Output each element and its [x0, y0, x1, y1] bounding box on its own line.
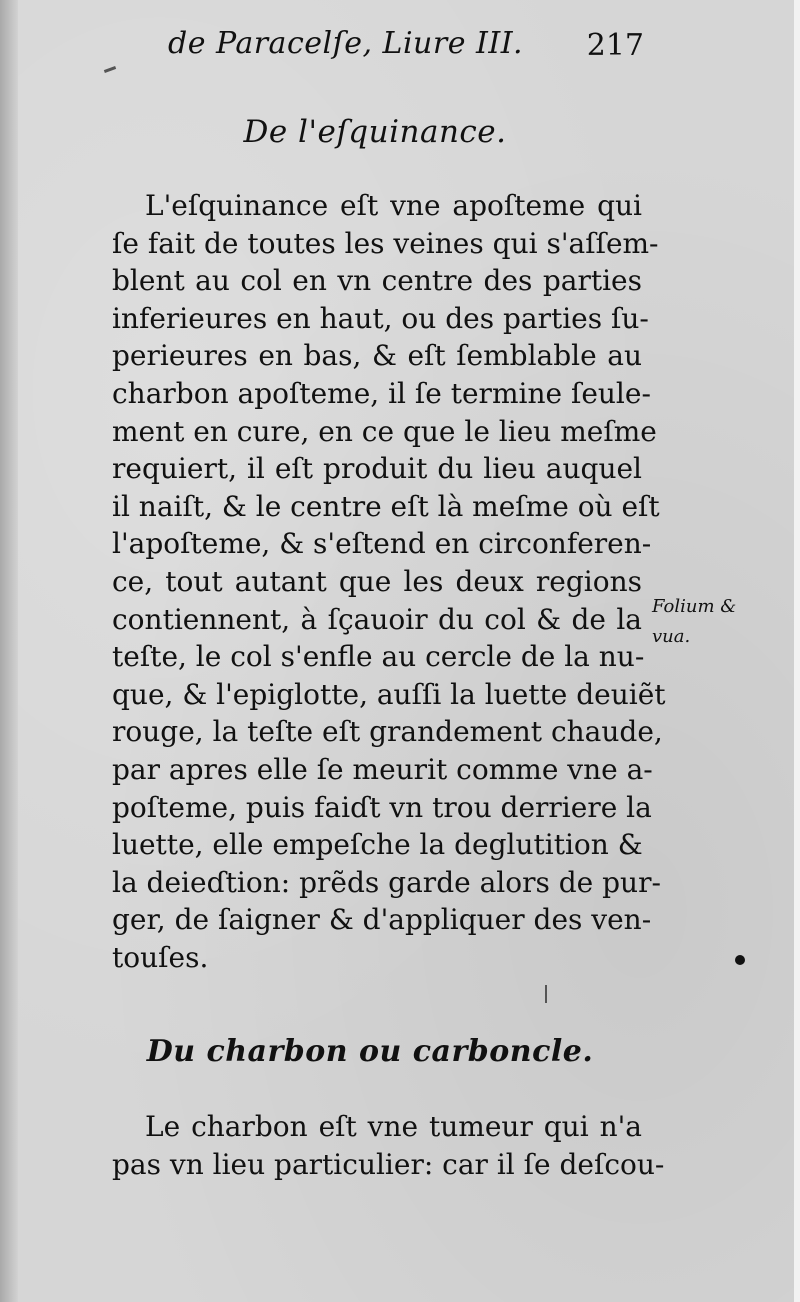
text-line: L'eſquinance eſt vne apoſteme qui — [145, 189, 642, 222]
text-line: la deieɗtion: prẽds garde alors de pur- — [112, 865, 661, 899]
text-line: charbon apoſteme, il ſe termine ſeule- — [112, 376, 651, 410]
page-header — [168, 26, 648, 70]
ink-mark — [545, 985, 547, 1003]
text-line: rouge, la teſte eſt grandement chaude, — [112, 715, 663, 749]
text-line: l'apoſteme, & s'eſtend en circonferen- — [112, 527, 652, 561]
text-line: ger, de ſaigner & d'appliquer des ven- — [112, 903, 652, 937]
text-line: il naiſt, & le centre eſt là meſme où eſt — [112, 489, 660, 523]
section-title-esquinance: De l'eſquinance. — [243, 114, 507, 150]
text-line: perieures en bas, & eſt ſemblable au — [112, 339, 642, 373]
ink-mark — [104, 66, 116, 73]
section-body-charbon — [112, 1108, 665, 1183]
section-title-charbon: Du charbon ou carboncle. — [146, 1034, 594, 1069]
marginal-note-line: vua. — [652, 626, 691, 647]
page-edge-margin — [794, 0, 800, 1302]
text-line: requiert, il eſt produit du lieu auquel — [112, 452, 642, 486]
ink-spot — [735, 955, 745, 965]
marginal-note — [652, 592, 736, 652]
running-head: de Paracelſe, Liure III. — [168, 26, 524, 61]
text-line: ſe fait de toutes les veines qui s'aſſem- — [112, 226, 659, 260]
text-line: que, & l'epiglotte, auſſi la luette deuiẽt — [112, 677, 666, 711]
text-line: luette, elle empeſche la deglutition & — [112, 828, 643, 862]
text-line: pas vn lieu particulier: car il ſe deſcou- — [112, 1147, 665, 1181]
page-edge-shadow — [0, 0, 18, 1302]
section-body-esquinance — [112, 187, 666, 976]
text-line: teſte, le col s'enfle au cercle de la nu- — [112, 640, 645, 674]
text-line: poſteme, puis faiɗt vn trou derriere la — [112, 790, 652, 824]
text-line: touſes. — [112, 940, 209, 974]
text-line: contiennent, à ſçauoir du col & de la — [112, 602, 642, 636]
text-line: inferieures en haut, ou des parties ſu- — [112, 301, 649, 335]
text-line: ce, tout autant que les deux regions — [112, 564, 642, 598]
text-line: Le charbon eſt vne tumeur qui n'a — [145, 1110, 642, 1143]
text-line: par apres elle ſe meurit comme vne a- — [112, 752, 653, 786]
marginal-note-line: Folium & — [652, 596, 737, 617]
page-number: 217 — [586, 28, 644, 63]
text-line: ment en cure, en ce que le lieu meſme — [112, 414, 657, 448]
text-line: blent au col en vn centre des parties — [112, 264, 642, 298]
